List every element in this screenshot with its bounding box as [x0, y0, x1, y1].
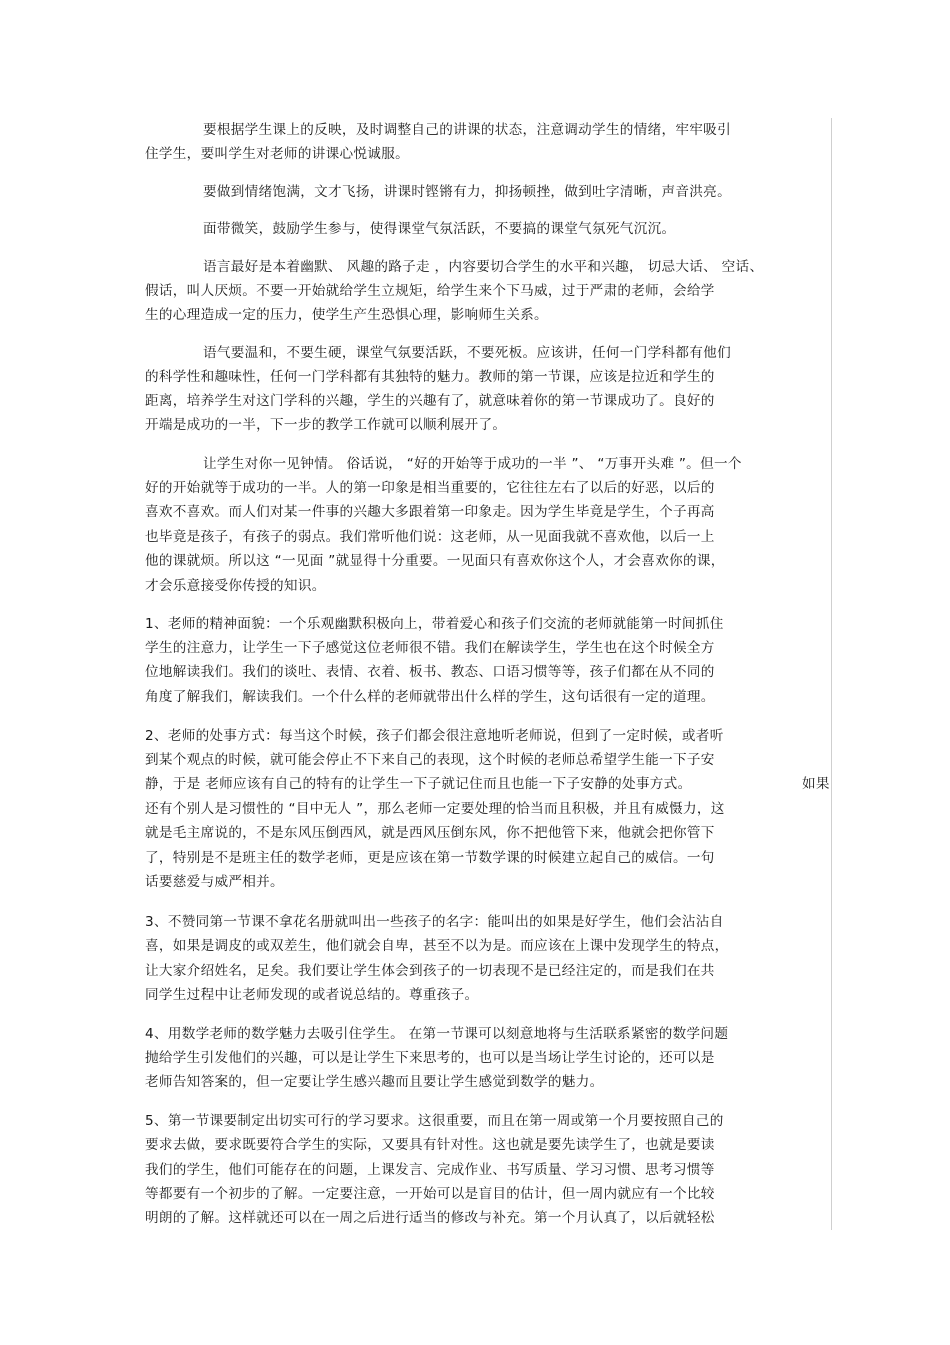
text-line: 就是毛主席说的，不是东风压倒西风，就是西风压倒东风，你不把他管下来，他就会把你管下 [145, 825, 715, 841]
text-line: 住学生，要叫学生对老师的讲课心悦诚服。 [145, 146, 409, 162]
text-line: 距离，培养学生对这门学科的兴趣，学生的兴趣有了，就意味着你的第一节课成功了。良好的 [145, 393, 715, 409]
text-line: 开端是成功的一半，下一步的教学工作就可以顺利展开了。 [145, 417, 507, 433]
text-line: 喜欢不喜欢。而人们对某一件事的兴趣大多跟着第一印象走。因为学生毕竟是学生，个子再高 [145, 504, 715, 520]
text-line: 喜，如果是调皮的或双差生，他们就会自卑，甚至不以为是。而应该在上课中发现学生的特点， [145, 938, 729, 954]
text-line: 学生的注意力，让学生一下子感觉这位老师很不错。我们在解读学生，学生也在这个时候全方 [145, 640, 715, 656]
text-line: 角度了解我们，解读我们。一个什么样的老师就带出什么样的学生，这句话很有一定的道理。 [145, 689, 715, 705]
text-line: 位地解读我们。我们的谈吐、表情、衣着、板书、教态、口语习惯等等，孩子们都在从不同的 [145, 664, 715, 680]
text-line: 1、老师的精神面貌：一个乐观幽默积极向上，带着爱心和孩子们交流的老师就能第一时间抓住 [145, 616, 724, 632]
text-line: 静，于是 老师应该有自己的特有的让学生一下子就记住而且也能一下子安静的处事方式。 [145, 776, 692, 792]
text-line: 让学生对你一见钟情。 俗话说， “好的开始等于成功的一半 ”、 “万事开头难 ”。但一个 [203, 456, 742, 472]
text-line: 2、老师的处事方式：每当这个时候，孩子们都会很注意地听老师说，但到了一定时候，或者听 [145, 728, 724, 744]
text-line: 老师告知答案的，但一定要让学生感兴趣而且要让学生感觉到数学的魅力。 [145, 1074, 604, 1090]
text-line: 抛给学生引发他们的兴趣，可以是让学生下来思考的，也可以是当场让学生讨论的，还可以是 [145, 1050, 715, 1066]
text-line: 生的心理造成一定的压力，使学生产生恐惧心理，影响师生关系。 [145, 307, 548, 323]
text-line: 同学生过程中让老师发现的或者说总结的。尊重孩子。 [145, 987, 479, 1003]
text-line: 要根据学生课上的反映，及时调整自己的讲课的状态，注意调动学生的情绪，牢牢吸引 [203, 122, 731, 138]
text-line: 明朗的了解。这样就还可以在一周之后进行适当的修改与补充。第一个月认真了，以后就轻松 [145, 1210, 715, 1226]
text-line: 5、第一节课要制定出切实可行的学习要求。这很重要，而且在第一周或第一个月要按照自己的 [145, 1113, 724, 1129]
text-line: 让大家介绍姓名，足矣。我们要让学生体会到孩子的一切表现不是已经注定的，而是我们在共 [145, 963, 715, 979]
text-line: 也毕竟是孩子，有孩子的弱点。我们常听他们说：这老师，从一见面我就不喜欢他，以后一上 [145, 529, 715, 545]
text-line: 要做到情绪饱满，文才飞扬，讲课时铿锵有力，抑扬顿挫，做到吐字清晰，声音洪亮。 [203, 184, 731, 200]
text-line: 我们的学生，他们可能存在的问题，上课发言、完成作业、书写质量、学习习惯、思考习惯等 [145, 1162, 715, 1178]
text-line: 面带微笑，鼓励学生参与，使得课堂气氛活跃，不要搞的课堂气氛死气沉沉。 [203, 221, 676, 237]
text-line: 如果 [802, 776, 830, 792]
text-line: 才会乐意接受你传授的知识。 [145, 578, 326, 594]
text-line: 的科学性和趣味性，任何一门学科都有其独特的魅力。教师的第一节课，应该是拉近和学生的 [145, 369, 715, 385]
text-line: 假话，叫人厌烦。不要一开始就给学生立规矩，给学生来个下马威，过于严肃的老师，会给学 [145, 283, 715, 299]
text-line: 3、不赞同第一节课不拿花名册就叫出一些孩子的名字：能叫出的如果是好学生，他们会沾沾自 [145, 914, 724, 930]
text-line: 要求去做，要求既要符合学生的实际，又要具有针对性。这也就是要先读学生了，也就是要读 [145, 1137, 715, 1153]
text-line: 好的开始就等于成功的一半。人的第一印象是相当重要的，它往往左右了以后的好恶，以后的 [145, 480, 715, 496]
text-line: 话要慈爱与威严相并。 [145, 874, 284, 890]
text-line: 4、用数学老师的数学魅力去吸引住学生。 在第一节课可以刻意地将与生活联系紧密的数学问题 [145, 1026, 729, 1042]
text-line: 他的课就烦。所以这 “一见面 ”就显得十分重要。一见面只有喜欢你这个人，才会喜欢你的课， [145, 553, 725, 569]
text-line: 语言最好是本着幽默、 风趣的路子走 ，内容要切合学生的水平和兴趣， 切忌大话、 空话、 [203, 259, 764, 275]
text-line: 语气要温和，不要生硬，课堂气氛要活跃，不要死板。应该讲，任何一门学科都有他们 [203, 345, 731, 361]
text-line: 等都要有一个初步的了解。一定要注意，一开始可以是盲目的估计，但一周内就应有一个比较 [145, 1186, 715, 1202]
text-line: 到某个观点的时候，就可能会停止不下来自己的表现，这个时候的老师总希望学生能一下子安 [145, 752, 715, 768]
text-line: 了，特别是不是班主任的数学老师，更是应该在第一节数学课的时候建立起自己的威信。一句 [145, 850, 715, 866]
text-line: 还有个别人是习惯性的 “目中无人 ”，那么老师一定要处理的恰当而且积极，并且有威慑力，这 [145, 801, 725, 817]
page-edge-rule [831, 118, 832, 1230]
